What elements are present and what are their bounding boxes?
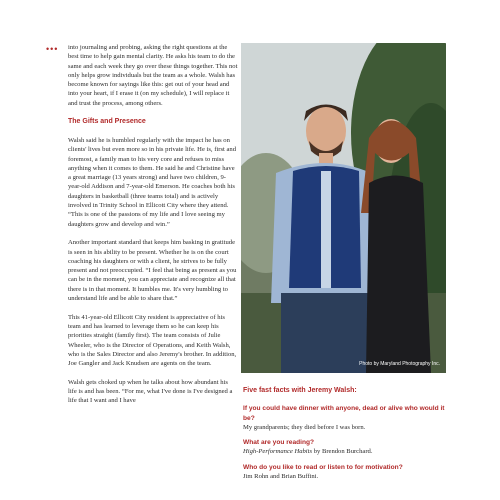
couple-photo	[241, 43, 446, 373]
ornament-dots: •••	[46, 44, 59, 54]
article-left-column	[68, 43, 238, 415]
section-heading: The Gifts and Presence	[68, 118, 146, 126]
couple-photo-illustration	[241, 43, 446, 373]
body-paragraph: Walsh said he is humbled regularly with the impact he has on clients' lives but even more so in his private life. He is, first and foremost, a family man to his very core and refuses to miss anything when it comes to them. He said he and Christine have a great marriage (13 years strong) and have two children, 9-year-old Addison and 7-year-old Emerson. He coaches both his daughters in basketball (three teams total) and is actively involved in Trinity School in Ellicott City where they attend. “This is one of the passions of my life and I love seeing my daughters grow and develop and win.”	[68, 136, 237, 228]
fact-item	[243, 463, 448, 482]
fact-answer	[243, 447, 448, 456]
fact-question: Who do you like to read or listen to for motivation?	[243, 463, 403, 471]
body-paragraph: This 41-year-old Ellicott City resident is appreciative of his team and has learned to leverage them so he can keep his priorities straight (family first). The team consists of Julie Wheeler, who is the Director of Operations, and Keith Walsh, who is the Sales Director and also Jeremy's brother. In addition, Joe Gangler and Jack Knudsen are agents on the team.	[68, 313, 237, 368]
fact-item	[243, 404, 448, 432]
body-paragraph: Another important standard that keeps him basking in gratitude is seen in his ability to be present. Whether he is on the court coaching his daughters or with a client, he strives to be fully present and not preoccupied. “I feel that being as present as you can be in the moment, you can appreciate and recognize all that there is in that moment. It humbles me. It's very humbling to understand life and be able to share that.”	[68, 239, 237, 303]
fact-answer: Jim Rohn and Brian Buffini.	[243, 473, 319, 481]
fact-item	[243, 438, 448, 457]
book-author: by Brendon Burchard.	[312, 448, 373, 456]
fact-answer: My grandparents; they died before I was born.	[243, 423, 366, 431]
book-title: High-Performance Habits	[243, 448, 313, 456]
body-paragraph: Walsh gets choked up when he talks about how abundant his life is and has been. “For me, what I've done is I've designed a life that I want and I have	[68, 378, 233, 405]
fast-facts-title: Five fast facts with Jeremy Walsh:	[243, 387, 357, 394]
fast-facts-box	[243, 386, 448, 487]
intro-paragraph: into journaling and probing, asking the right questions at the best time to help gain mental clarity. He asks his team to do the same and each week they go over these things together. This not only helps grow individuals but the team as a whole. Walsh has become known for sayings like this: get out of your head and into your heart, if I erase it (on my schedule), I will replace it and trust the process, among others.	[68, 44, 238, 107]
fact-question: If you could have dinner with anyone, dead or alive who would it be?	[243, 405, 445, 422]
photo-credit: Photo by Maryland Photography Inc.	[359, 361, 440, 367]
fact-question: What are you reading?	[243, 439, 315, 447]
